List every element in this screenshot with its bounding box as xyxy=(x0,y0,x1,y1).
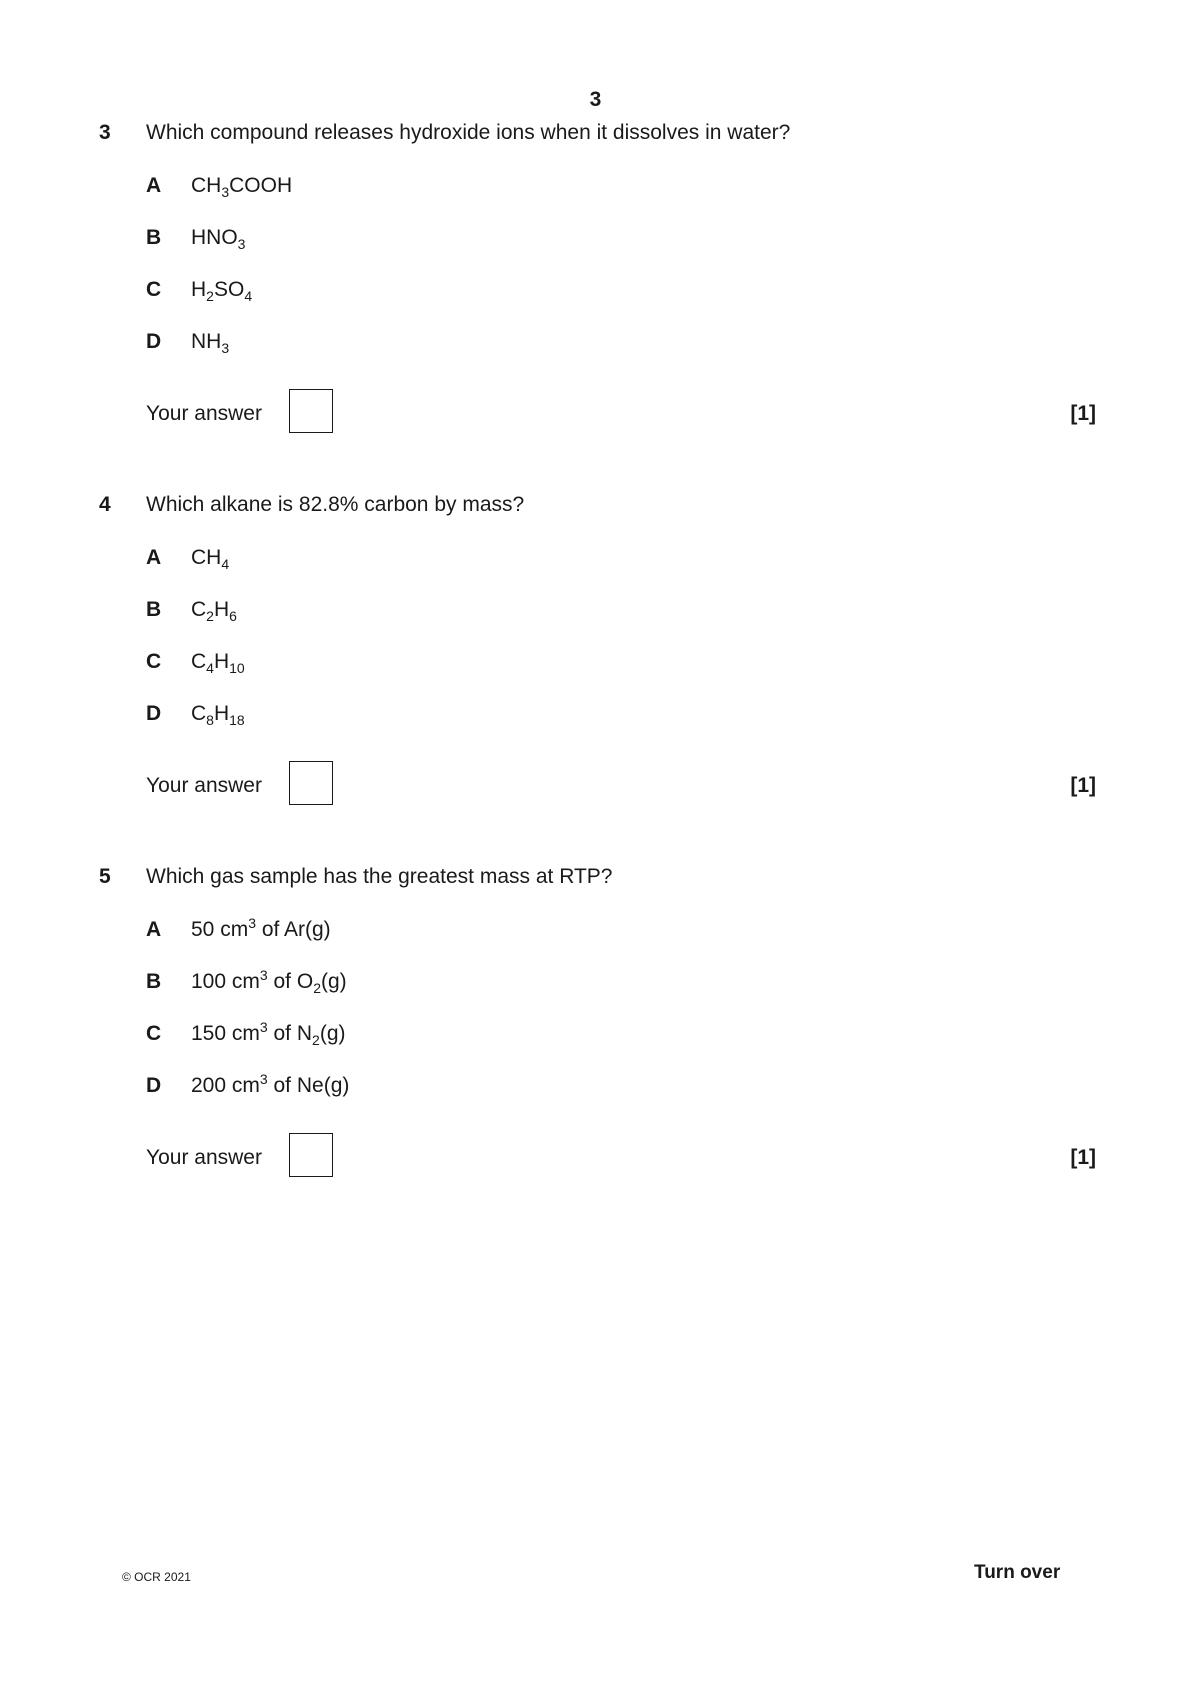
option-a[interactable] xyxy=(146,915,846,948)
option-text: $CH_3COOH$ xyxy=(191,174,293,200)
option-letter: C xyxy=(146,650,162,673)
option-text: $H_2SO_4$ xyxy=(191,278,253,304)
option-c[interactable] xyxy=(146,650,846,680)
marks-label: [1] xyxy=(1070,402,1096,425)
marks-label: [1] xyxy=(1070,1146,1096,1169)
option-text: 200 $cm^3$ of Ne(g) xyxy=(191,1071,350,1097)
question-number: 5 xyxy=(99,865,111,888)
option-letter: B xyxy=(146,598,162,621)
copyright-notice: © OCR 2021 xyxy=(122,1570,191,1584)
question-number: 4 xyxy=(99,493,111,516)
option-text: $C_8H_{18}$ xyxy=(191,702,245,728)
answer-box[interactable] xyxy=(289,1133,333,1177)
option-letter: B xyxy=(146,970,162,993)
option-letter: A xyxy=(146,918,162,941)
option-letter: A xyxy=(146,174,162,197)
turn-over-label: Turn over xyxy=(974,1562,1061,1583)
option-b[interactable] xyxy=(146,226,846,256)
option-text: 50 $cm^3$ of Ar(g) xyxy=(191,915,331,941)
answer-label: Your answer xyxy=(146,402,262,425)
option-letter: C xyxy=(146,278,162,301)
answer-row xyxy=(146,1133,1096,1181)
option-text: $NH_3$ xyxy=(191,330,230,356)
question-text: Which compound releases hydroxide ions when it dissolves in water? xyxy=(146,121,791,144)
question-text: Which alkane is 82.8% carbon by mass? xyxy=(146,493,525,516)
option-letter: B xyxy=(146,226,162,249)
option-d[interactable] xyxy=(146,702,846,732)
option-text: 150 $cm^3$ of $N_2(g)$ xyxy=(191,1019,346,1048)
option-text: $C_4H_{10}$ xyxy=(191,650,245,676)
answer-box[interactable] xyxy=(289,761,333,805)
option-text: 100 $cm^3$ of $O_2(g)$ xyxy=(191,967,347,996)
option-b[interactable] xyxy=(146,967,846,1000)
option-d[interactable] xyxy=(146,1071,846,1104)
option-a[interactable] xyxy=(146,546,846,576)
option-d[interactable] xyxy=(146,330,846,360)
option-c[interactable] xyxy=(146,278,846,308)
option-c[interactable] xyxy=(146,1019,846,1052)
option-letter: A xyxy=(146,546,162,569)
answer-box[interactable] xyxy=(289,389,333,433)
option-letter: C xyxy=(146,1022,162,1045)
page-number: 3 xyxy=(589,88,602,111)
option-text: $C_2H_6$ xyxy=(191,598,237,624)
answer-label: Your answer xyxy=(146,774,262,797)
answer-row xyxy=(146,389,1096,437)
option-a[interactable] xyxy=(146,174,846,204)
option-text: $CH_4$ xyxy=(191,546,230,572)
answer-row xyxy=(146,761,1096,809)
option-letter: D xyxy=(146,702,162,725)
answer-label: Your answer xyxy=(146,1146,262,1169)
option-b[interactable] xyxy=(146,598,846,628)
option-letter: D xyxy=(146,1074,162,1097)
option-letter: D xyxy=(146,330,162,353)
question-number: 3 xyxy=(99,121,111,144)
option-text: $HNO_3$ xyxy=(191,226,246,252)
question-text: Which gas sample has the greatest mass at RTP? xyxy=(146,865,613,888)
marks-label: [1] xyxy=(1070,774,1096,797)
